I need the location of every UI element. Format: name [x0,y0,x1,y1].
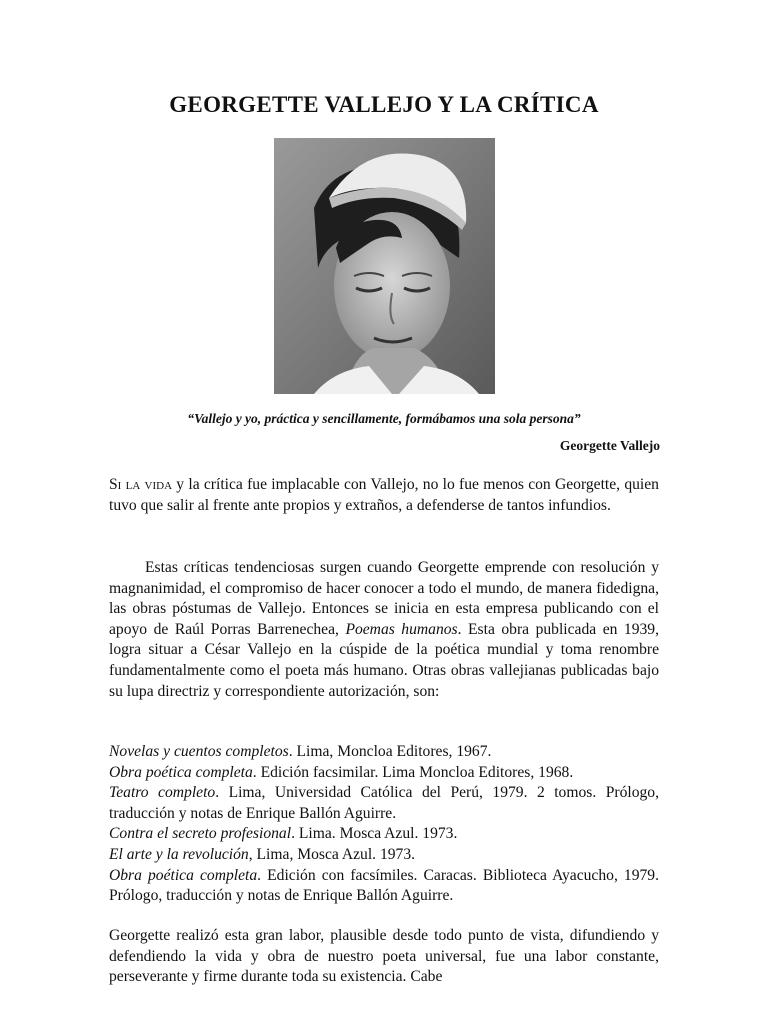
paragraph-1 [109,475,659,516]
paragraph-2-part2: . Esta obra publicada en 1939, logra situar a César Vallejo en la cúspide de la poética mundial y toma renombre fundamentalmente como el poeta más humano. Otras obras vallejianas publicadas bajo su lupa directriz y correspondiente autorización, son: [109,620,659,700]
bibliography-entry [109,742,659,763]
paragraph-3: Georgette realizó esta gran labor, plausible desde todo punto de vista, difundiendo y defendiendo la vida y obra de nuestro poeta universal, fue una labor constante, perseverante y firme durante toda su existencia. Cabe [109,927,659,986]
paragraph-2 [109,558,659,702]
bibliography-entry [109,824,659,845]
bibliography-details: . Edición facsimilar. Lima Moncloa Editores, 1968. [252,763,574,781]
bibliography-entry [109,845,659,866]
bibliography-details: . Lima, Universidad Católica del Perú, 1979. 2 tomos. Prólogo, traducción y notas de Enrique Ballón Aguirre. [109,784,659,822]
bibliography-details: . Lima, Moncloa Editores, 1967. [288,743,492,760]
paragraph-1-text: y la crítica fue implacable con Vallejo, no lo fue menos con Georgette, quien tuvo que salir al frente ante propios y extraños, a defenderse de tantos infundios. [109,476,659,514]
paragraph-2-part1: Estas críticas tendenciosas surgen cuando Georgette emprende con resolución y magnanimidad, el compromiso de hacer conocer a todo el mundo, de manera fidedigna, las obras póstumas de Vallejo. Entonces se inicia en esta empresa publicando con el apoyo de Raúl Porras Barrenechea, [109,559,659,638]
bibliography-details: . Lima. Mosca Azul. 1973. [291,825,458,843]
epigraph-quote: “Vallejo y yo, práctica y sencillamente, formábamos una sola persona” [187,411,581,426]
bibliography-title: Contra el secreto profesional [109,825,292,843]
bibliography-title: Teatro completo [109,784,216,802]
paragraph-2-italic-title: Poemas humanos [345,620,458,638]
bibliography-entry [109,783,659,824]
bibliography-list [109,742,659,907]
bibliography-title: Obra poética completa [109,763,253,781]
bibliography-entry [109,866,659,907]
bibliography-details: , Lima, Mosca Azul. 1973. [248,845,416,863]
portrait-photo [274,138,495,394]
portrait-illustration [274,138,495,394]
bibliography-title: Novelas y cuentos completos [109,743,289,760]
bibliography-entry [109,763,659,784]
epigraph-author: Georgette Vallejo [559,438,660,453]
bibliography-title: Obra poética completa [109,866,258,884]
paragraph-1-lead: Si la vida [109,476,173,493]
page-title: GEORGETTE VALLEJO Y LA CRÍTICA [169,92,599,117]
bibliography-title: El arte y la revolución [109,845,249,863]
bibliography-details: . Edición con facsímiles. Caracas. Biblioteca Ayacucho, 1979. Prólogo, traducción y notas de Enrique Ballón Aguirre. [109,866,660,905]
